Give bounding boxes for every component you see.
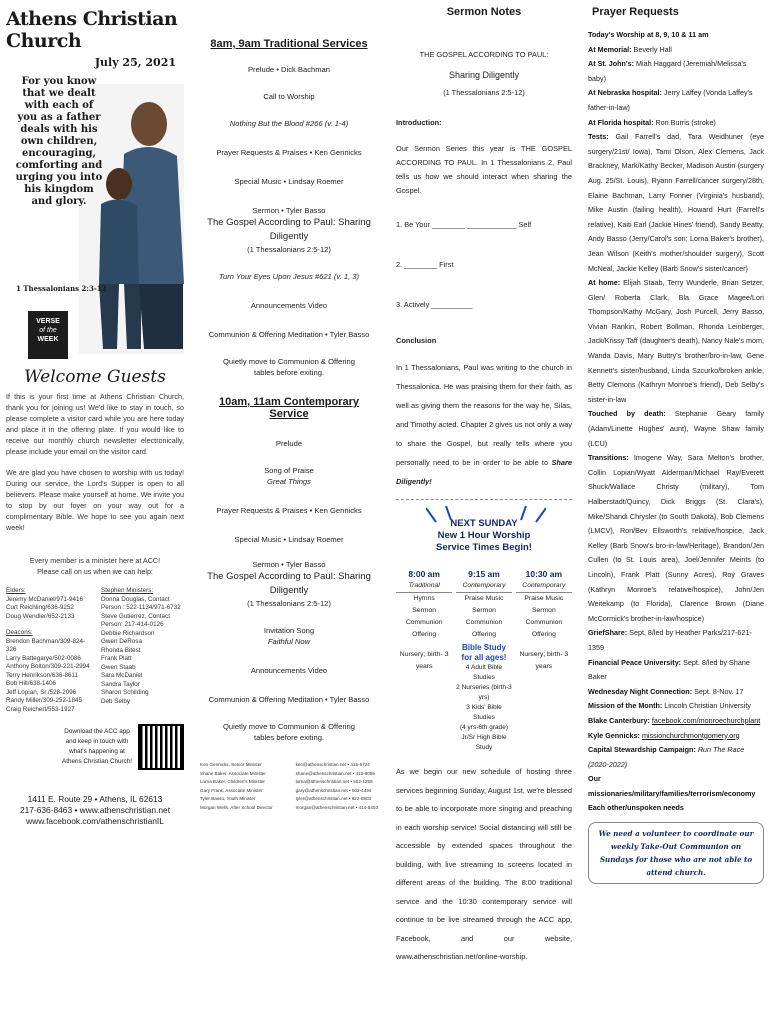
church-title: Athens Christian Church [6, 8, 178, 52]
service-element: Sermon [531, 607, 556, 614]
conclusion-emphasis: Share Diligently! [396, 458, 572, 486]
florida-names: Ron Burris (stroke) [655, 117, 716, 127]
stephen-item: Person: 217-414-0126 [101, 621, 164, 628]
stephen-item: Sara McDaniel [101, 672, 143, 679]
next-sunday-line: NEXT SUNDAY [450, 518, 518, 529]
staff-email[interactable]: lorna@athenschristian.net • 502-1256 [295, 779, 373, 784]
worship-item: Special Music • Lindsay Roemer [234, 535, 344, 544]
staff-emails [296, 761, 378, 812]
conclusion-body: In 1 Thessalonians, Paul was writing to the church in Thessalonica. He was praising them for their faith, as well as giving them the reasons for the way he, Silas, and Timothy acted. Chapter 2 gives us not only a way to share the Gospel, but really tells where you personally need to be in order to be able to [396, 363, 572, 467]
schedule-announcement: As we begin our new schedule of hosting three services beginning Sunday, August 1st, we're blessed to be able to incorporate more singing and preaching in each worship service! Social distancing will still be accessible by extended spaces throughout the building, with live streaming to screens located in different areas of the building. The 8:00 traditional service and the 10:30 contemporary service will continue to be live streamed through the ACC app, Facebook, and our website, www.athenschristian.net/online-worship. [396, 767, 572, 961]
staff-email[interactable]: tyler@athenschristian.net • 622-0803 [295, 796, 372, 801]
sermon-block-2 [200, 559, 378, 609]
stephen-item: Debbie Richardson [101, 629, 155, 637]
service-element: Communion [465, 619, 503, 626]
staff-email[interactable]: gary@athenschristian.net • 502-4494 [295, 787, 372, 793]
tests-names: Gail Farrell's dad, Tara Weidhuner (eye surgery/21st/ Iowa), Tami Olson, Alex Clemens, Jack Brackney, Mark/Kathy Becker, Madison Austin (surgery Aug. 25/St. Louis), Ryann Farrell/cancer surgery/28th, Elaine Bachman, Larry Fonner (Virginia's husband), Mike Austin (failing health), Howard Hurt (Farrell's relative), Kaiti Earl (Jackie Hines' friend), Sandy Beatty, Andy Basso (Jerry/Carol's son; Lorna Baker's brother), Jean Wilson (Keith's mother/shoulder surgery), Scott McNeal, Jackie Kelley (Barb Snow's sister/cancer) [588, 132, 764, 273]
home-label: At home: [588, 278, 621, 288]
deacons-heading: Deacons: [6, 629, 33, 636]
song-title: Great Things [267, 477, 311, 486]
sermon-reference: (1 Thessalonians 2:5-12) [247, 599, 331, 608]
stephen-item: Frank Platt [101, 655, 132, 662]
memorial-label: At Memorial: [588, 44, 632, 54]
traditional-services-heading: 8am, 9am Traditional Services [210, 38, 368, 50]
app-download-box [6, 724, 184, 770]
sermon-point-1: 1. Be Your ________ ____________ Self [396, 220, 532, 229]
welcome-title: Welcome Guests [24, 367, 166, 387]
volunteer-notice: We need a volunteer to coordinate our weekly Take-Out Communion on Sundays for those who are not able to attend church. [588, 822, 764, 884]
sermon-point-2: 2. ________ First [396, 260, 454, 269]
transitions-label: Transitions: [588, 453, 629, 463]
verse-of-week-panel [6, 56, 184, 361]
staff-name: Gary Frank, Associate Minister [200, 787, 263, 793]
florida-label: At Florida hospital: [588, 117, 654, 127]
service-element: Offering [412, 631, 437, 638]
service-element: Sermon [472, 607, 496, 614]
stjohns-label: At St. John's: [588, 59, 635, 69]
stjohns-names: Miah Haggard (Jeremiah/Melissa's baby) [588, 59, 747, 83]
worship-item [200, 625, 378, 647]
service-time: 9:15 am [468, 569, 500, 579]
elders-deacons-column [6, 587, 95, 714]
stephen-item: Donna Douglas, Contact [101, 595, 170, 603]
stephen-item: Gwen DeRosa [101, 638, 142, 645]
service-element: Hymns [413, 595, 435, 602]
bible-study-title: Bible Study for all ages! [461, 643, 507, 662]
worship-item: Prelude [275, 439, 303, 448]
deacon-item: Craig Reichert/553-1927 [6, 705, 75, 713]
song-title: Faithful Now [267, 637, 311, 646]
wnc-info: Sept. 8-Nov. 17 [694, 686, 744, 696]
wnc-label: Wednesday Night Connection: [588, 686, 693, 696]
stephen-item: Gwen Staab [101, 663, 136, 671]
welcome-column [0, 0, 190, 1024]
kyle-link[interactable]: missionchurchmontgomery.org [641, 730, 740, 740]
worship-times: Today's Worship at 8, 9, 10 & 11 am [588, 30, 709, 39]
service-element: Offering [471, 631, 497, 638]
staff-name: Morgan Wells, After School Director [200, 804, 273, 810]
badge-line-3: WEEK [37, 336, 59, 343]
next-sunday-line: Service Times Begin! [436, 542, 532, 553]
deacon-item: Bob Hill/638-1406 [6, 680, 57, 687]
service-time-column [456, 568, 512, 753]
address-line: 1411 E. Route 29 • Athens, IL 62613 [27, 794, 163, 804]
staff-contacts [200, 761, 378, 812]
staff-name: Shane Baker, Associate Minister [200, 770, 266, 776]
worship-item: Quietly move to Communion & Offering tables before exiting. [223, 357, 355, 377]
fpu-label: Financial Peace University: [588, 657, 682, 667]
verse-date: July 25, 2021 [94, 56, 176, 69]
prayer-requests-column [582, 0, 770, 1024]
fpu-info: Sept. 8/led by Shane Baker [588, 657, 750, 682]
elder-item: Doug Wendler/652-2133 [6, 612, 75, 620]
deacon-item: Larry Battegarye/502-0086 [6, 654, 81, 662]
service-time: 8:00 am [408, 569, 440, 579]
deacon-item: Jeff Lopian, Sr./528-2096 [6, 688, 77, 696]
service-element: Praise Music [464, 595, 504, 602]
stephen-item: Rhonda Bitest [101, 646, 141, 654]
blake-link[interactable]: facebook.com/monroechurchplant [651, 715, 761, 725]
capital-info: Run The Race (2020-2022) [588, 745, 745, 769]
service-element: Communion [405, 619, 443, 626]
nebraska-label: At Nebraska hospital: [588, 88, 662, 98]
memorial-names: Beverly Hall [633, 44, 672, 54]
divider [396, 499, 572, 500]
introduction-text: Our Sermon Series this year is THE GOSPEL ACCORDING TO PAUL. In 1 Thessalonians 2, Paul tells us how we should interact when sharing the Gospel. [396, 144, 572, 195]
service-time: 10:30 am [525, 569, 563, 579]
deacon-item: Randy Miller/309-252-1845 [6, 697, 82, 704]
sermon-title: The Gospel According to Paul: Sharing Diligently [207, 571, 371, 596]
qr-code-icon[interactable] [138, 724, 184, 770]
sermon-title: The Gospel According to Paul: Sharing Diligently [207, 217, 371, 242]
staff-name: Tyler Basso, Youth Minister [200, 796, 256, 801]
sermon-block-1 [200, 205, 378, 255]
kyle-label: Kyle Gennicks: [588, 730, 640, 740]
staff-email[interactable]: shane@athenschristian.net • 415-9055 [295, 770, 375, 776]
verse-text: For you know that we dealt with each of you as a father deals with his own children, encouraging, comforting and urging you into his kingdom and glory. [15, 76, 103, 207]
facebook-link[interactable]: www.facebook.com/athenschristianIL [26, 816, 164, 826]
staff-email[interactable]: ken@athenschristian.net • 415-5724 [295, 762, 370, 767]
worship-item: Prayer Requests & Praises • Ken Gennicks [216, 148, 362, 157]
contemporary-service-heading: 10am, 11am Contemporary Service [218, 396, 359, 420]
sermon-reference: (1 Thessalonians 2:5-12) [247, 245, 331, 254]
nebraska-names: Jerry Laffey (Vonda Laffey's father-in-law) [588, 88, 753, 112]
bible-study-item: (4 yrs-6th grade) [459, 724, 509, 731]
sermon-point-3: 3. Actively __________ [396, 300, 473, 309]
stephen-item: Sharon Schilding [101, 689, 149, 696]
badge-line-1: VERSE [36, 318, 60, 325]
touched-label: Touched by death: [588, 409, 666, 419]
staff-name: Lorna Baker, Children's Minister [200, 779, 265, 784]
welcome-paragraph-2: We are glad you have chosen to worship with us today! During our service, the Lord's Supper is open to all believers. Please make yourself at home. We invite you to stop by our foyer on your way out for a complimentary Bible. We hope to see you again next week! [6, 468, 184, 532]
deacon-item: Anthony Bolton/309-221-2994 [6, 663, 90, 670]
minister-note [6, 555, 184, 577]
staff-name: Ken Gennicks, Senior Minister [200, 762, 262, 767]
griefshare-info: Sept. 8/led by Heather Parks/217-621-1359 [588, 628, 752, 652]
sermon-series-title: THE GOSPEL ACCORDING TO PAUL: [419, 50, 549, 59]
service-time-column [516, 568, 572, 753]
capital-label: Capital Stewardship Campaign: [588, 745, 696, 755]
verse-of-week-badge [28, 311, 68, 359]
worship-item: Prelude • Dick Bachman [247, 65, 330, 74]
introduction-heading: Introduction: [396, 118, 442, 127]
song-of-praise-label: Song of Praise [264, 466, 314, 475]
griefshare-label: GriefShare: [588, 628, 628, 638]
sermon-subtitle: Sharing Diligently [448, 70, 520, 80]
worship-item: Announcements Video [250, 301, 328, 310]
blake-label: Blake Canterbury: [588, 715, 650, 725]
worship-item: Turn Your Eyes Upon Jesus #621 (v. 1, 3) [218, 272, 360, 281]
worship-item: Quietly move to Communion & Offering tables before exiting. [223, 722, 355, 742]
minister-note-line-2: Please call on us when we can help: [37, 567, 153, 576]
prayer-requests-title: Prayer Requests [592, 6, 679, 18]
service-element: Sermon [412, 607, 437, 614]
service-element: Praise Music [524, 595, 564, 602]
sermon-speaker: Sermon • Tyler Basso [252, 206, 326, 215]
stephen-ministers-column [95, 587, 184, 714]
elder-item: Jeremy McDaniel/971-9416 [6, 595, 83, 603]
elder-item: Curt Reichling/636-9252 [6, 604, 74, 611]
mission-label: Mission of the Month: [588, 701, 663, 711]
worship-item: Special Music • Lindsay Roemer [234, 177, 344, 186]
service-element: Offering [531, 631, 556, 638]
worship-item: Communion & Offering Meditation • Tyler Basso [208, 695, 370, 704]
next-sunday-banner [396, 504, 572, 562]
service-time-column [396, 568, 452, 753]
invitation-song-label: Invitation Song [263, 626, 315, 635]
minister-note-line-1: Every member is a minister here at ACC! [29, 556, 161, 565]
conclusion-text [396, 358, 572, 491]
service-style: Contemporary [516, 580, 572, 593]
bible-study-box [456, 643, 512, 753]
worship-item [200, 465, 378, 487]
deacon-item: Terry Henrikson/636-8611 [6, 671, 78, 679]
mission-info: Lincoln Christian University [664, 701, 751, 711]
worship-item: Call to Worship [263, 92, 315, 101]
sermon-reference: (1 Thessalonians 2:5-12) [443, 88, 525, 97]
stephen-item: Deb Selby [101, 697, 131, 705]
home-names: Elijah Staab, Terry Wunderle, Brian Setzer, Glen/ Roberta Clark, Bla Grace Magee/Lori Thompson/Kathy McGary, Josh Purcell, Jerry Basso, Vivian Rankin, Robert Bollman, Rhonda Leinberger, Jack/Krissy Taff (daughter's death), Nancy Nale's mom, Wanda Davis, Mary Buttry's brother/bro-in-law, Gene Kennett's sister/husband, Linda Szcurko/broken ankle, Betty Clemons (Kathryn Monroe's friend), Deb Selby's sister-in-law [588, 278, 764, 404]
service-style: Contemporary [456, 580, 512, 593]
stephen-item: Person : 522-1134/971-6732 [101, 604, 181, 611]
welcome-paragraph-1: If this is your first time at Athens Christian Church, thank you for joining us! We'd like to stay in touch, so please complete a visitor card while you are here today and place it in the offering plate. If you would like to receive our monthly church newsletter electronically, please include your email on the visitor card. [6, 392, 184, 456]
bible-study-item: 2 Nurseries (birth-3 yrs) [456, 684, 512, 701]
conclusion-heading: Conclusion [396, 336, 437, 345]
service-times-grid [396, 568, 572, 753]
stephen-ministers-heading: Stephen Ministers: [101, 587, 154, 594]
order-of-worship-column [194, 0, 384, 1024]
sermon-notes-column [390, 0, 578, 1024]
elders-heading: Elders: [6, 587, 26, 594]
prayer-list [588, 28, 764, 816]
tests-label: Tests: [588, 132, 609, 142]
unspoken-prayer: Each other/unspoken needs [588, 803, 684, 813]
military-prayer: Our missionaries/military/families/terrorism/economy [588, 774, 756, 798]
sermon-notes-title: Sermon Notes [446, 6, 522, 18]
stephen-item: Sandra Taylor [101, 680, 140, 688]
deacon-item: Brendon Bachman/309-824-326 [6, 637, 86, 653]
staff-list [6, 587, 184, 714]
staff-email[interactable]: morgan@athenschristian.net • 414-5403 [295, 804, 378, 810]
transitions-names: Imogene Way, Sara Melton's brother, Collin Lopian/Wyatt Alderman/Michael Ray/Everett Shuck/Wallace Christy (military), Tom Halberstadt/Quincy, Dick Briggs (St. Clara's), Mike/Shandi Chrysler (to South Dakota), Bob Clemens (LMCV), Ron/Bev Ellsworth's relative/hospice, Jack Kelley (Barb Snow's bro-in-law/Heritage), Brandon/Jen Cullen (to St. Louis area), Joel/Jennifer Meints (to Lincoln), Frank Platt (Sunny Acres), Roy Graves (Kathryn Monroe's relative/hospice), John/Jen Weitekamp (to Florida), Clarence Brown (Diane McCormick's brother-in-law/hospice) [588, 453, 765, 623]
touched-names: Stephanie Geary family (Adam/Linette Hughes' aunt), Wayne Shaw family (LCU) [588, 409, 764, 448]
service-style: Traditional [396, 580, 452, 593]
next-sunday-line: New 1 Hour Worship [437, 530, 531, 541]
worship-item: Nothing But the Blood #266 (v. 1-4) [229, 119, 349, 128]
stephen-item: Steve Gutierrez, Contact [101, 612, 170, 620]
next-sunday-text [396, 518, 572, 554]
bible-study-item: Jr/Sr High Bible Study [461, 734, 507, 751]
verse-reference: 1 Thessalonians 2:3-12 [16, 284, 107, 293]
church-address [6, 794, 184, 827]
badge-line-2: of the [39, 327, 57, 334]
staff-names [200, 761, 273, 812]
worship-item: Announcements Video [250, 666, 328, 675]
app-download-text: Download the ACC app and keep in touch with what's happening at Athens Christian Church! [62, 728, 132, 765]
phone-website-line[interactable]: 217-636-8463 • www.athenschristian.net [19, 805, 171, 815]
worship-item: Prayer Requests & Praises • Ken Gennicks [216, 506, 362, 515]
bible-study-item: 4 Adult Bible Studies [465, 664, 503, 681]
worship-item: Communion & Offering Meditation • Tyler Basso [208, 330, 370, 339]
bible-study-item: 3 Kids' Bible Studies [466, 704, 502, 721]
sermon-speaker: Sermon • Tyler Basso [252, 560, 326, 569]
nursery-note: Nursery; birth- 3 years [519, 651, 569, 670]
nursery-note: Nursery; birth- 3 years [399, 651, 449, 670]
service-element: Communion [525, 619, 563, 626]
